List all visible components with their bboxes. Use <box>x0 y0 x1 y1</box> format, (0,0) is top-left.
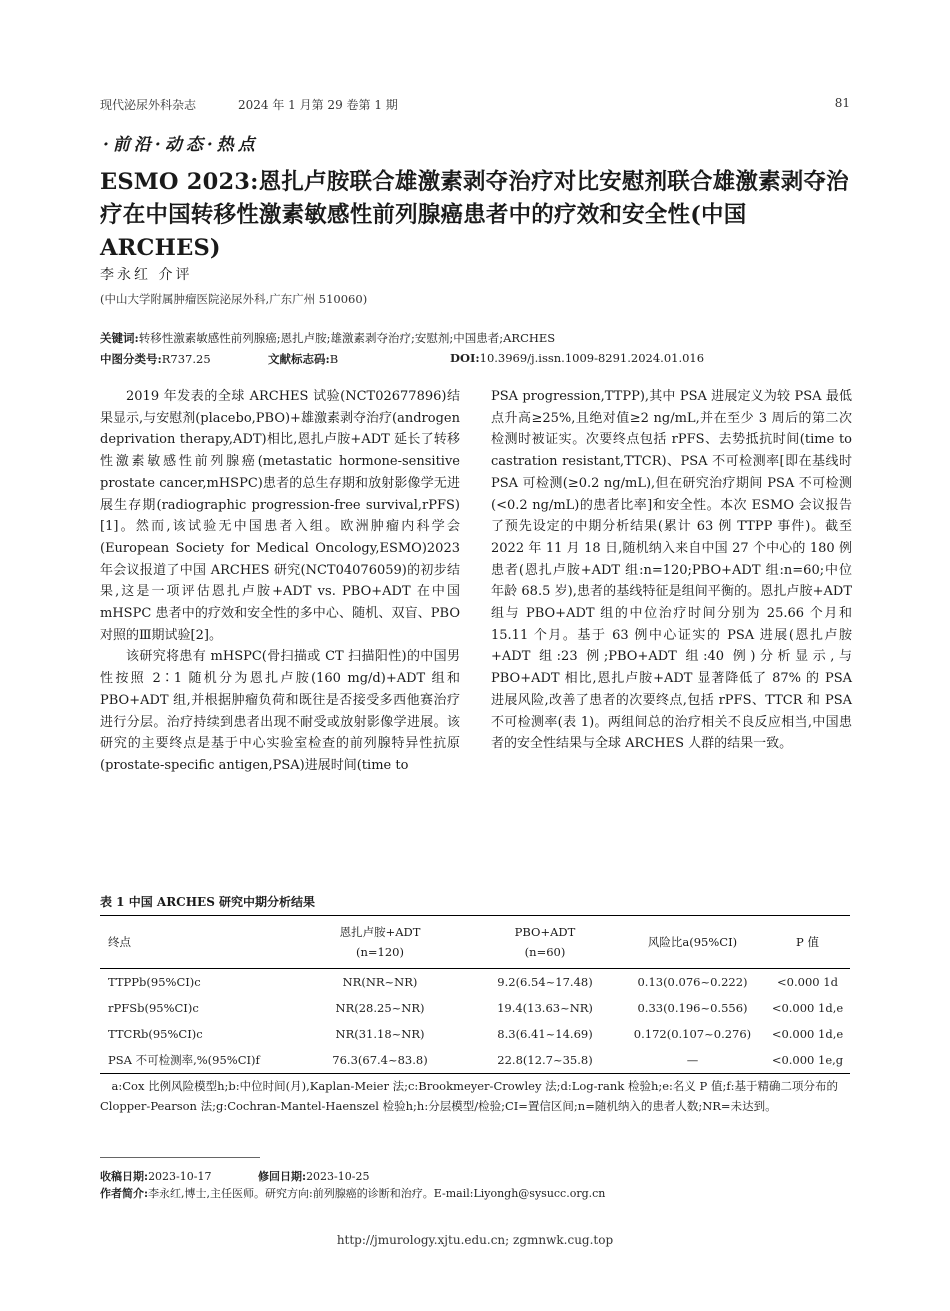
table-cell: — <box>686 1053 699 1067</box>
page-number: 81 <box>834 96 850 110</box>
keywords-label: 关键词: <box>100 331 139 345</box>
clc-label: 中图分类号: <box>100 352 162 366</box>
author-bio-label: 作者简介: <box>100 1187 149 1200</box>
body-paragraph: 该研究将患有 mHSPC(骨扫描或 CT 扫描阳性)的中国男性按照 2∶1 随机分为恩扎卢胺(160 mg/d)+ADT 组和 PBO+ADT 组,并根据肿瘤负荷和既往是否接受多西他赛治疗进行分层。治疗持续到患者出现不耐受或放射影像学进展。该研究的主要终点是基于中心实验室检查的前列腺特异性抗原(prostate-specific antigen,PSA)进展时间(time to <box>100 649 460 773</box>
table-cell: 0.13(0.076~0.222) <box>637 975 748 989</box>
table-cell: <0.000 1d <box>777 975 838 989</box>
author-bio <box>100 1185 605 1201</box>
table-cell: rPFSb(95%CI)c <box>108 1001 199 1015</box>
results-table <box>100 915 850 1074</box>
table-caption: 表 1 中国 ARCHES 研究中期分析结果 <box>100 895 316 909</box>
table-row <box>100 995 850 1021</box>
affiliation: (中山大学附属肿瘤医院泌尿外科,广东广州 510060) <box>100 292 368 306</box>
revised-date: 2023-10-25 <box>306 1170 370 1183</box>
author-bio-text: 李永红,博士,主任医师。研究方向:前列腺癌的诊断和治疗。E-mail:Liyongh@sysucc.org.cn <box>148 1187 606 1200</box>
table-cell: 19.4(13.63~NR) <box>497 1001 593 1015</box>
table-header-cell: 风险比a(95%CI) <box>647 935 738 949</box>
doc-code-value: B <box>329 352 339 366</box>
table-cell: TTPPb(95%CI)c <box>108 975 201 989</box>
table-note-text: a:Cox 比例风险模型h;b:中位时间(月),Kaplan-Meier 法;c:Brookmeyer-Crowley 法;d:Log-rank 检验h;e:名义 P 值;f:基于精确二项分布的 Clopper-Pearson 法;g:Cochran-Mantel-Haenszel 检验h;h:分层模型/检验;CI=置信区间;n=随机纳入的患者人数;NR=未达到。 <box>100 1079 838 1113</box>
table-header-cell: P 值 <box>796 935 819 949</box>
doc-code-label: 文献标志码: <box>268 352 330 366</box>
body-left-column <box>100 386 460 777</box>
clc-value: R737.25 <box>161 352 211 366</box>
table-row <box>100 1047 850 1074</box>
table-cell: 0.172(0.107~0.276) <box>633 1027 752 1041</box>
body-paragraph: PSA progression,TTPP),其中 PSA 进展定义为较 PSA 最低点升高≥25%,且绝对值≥2 ng/mL,并在至少 3 周后的第二次检测时被证实。次要终点包括 rPFS、去势抵抗时间(time to castration resistant,TTCR)、PSA 不可检测率[即在基线时 PSA 可检测(≥0.2 ng/mL),但在研究治疗期间 PSA 不可检测(<0.2 ng/mL)的患者比率]和安全性。本次 ESMO 会议报告了预先设定的中期分析结果(累计 63 例 TTPP 事件)。截至 2022 年 11 月 18 日,随机纳入来自中国 27 个中心的 180 例患者(恩扎卢胺+ADT 组:n=120;PBO+ADT 组:n=60;中位年龄 68.5 岁),患者的基线特征是组间平衡的。恩扎卢胺+ADT 组与 PBO+ADT 组的中位治疗时间分别为 25.66 个月和 15.11 个月。基于 63 例中心证实的 PSA 进展(恩扎卢胺+ADT 组:23 例;PBO+ADT 组:40 例)分析显示,与 PBO+ADT 相比,恩扎卢胺+ADT 显著降低了 87% 的 PSA 进展风险,改善了患者的次要终点,包括 rPFS、TTCR 和 PSA 不可检测率(表 1)。两组间总的治疗相关不良反应相当,中国患者的安全性结果与全球 ARCHES 人群的结果一致。 <box>491 389 852 752</box>
table-header-cell: 恩扎卢胺+ADT (n=120) <box>339 925 421 959</box>
table-footnote <box>100 1076 852 1116</box>
keywords <box>100 330 555 346</box>
section-tag: ·前沿·动态·热点 <box>103 135 259 155</box>
doi-value: 10.3969/j.issn.1009-8291.2024.01.016 <box>479 351 705 365</box>
article-title: ESMO 2023:恩扎卢胺联合雄激素剥夺治疗对比安慰剂联合雄激素剥夺治疗在中国转移性激素敏感性前列腺癌患者中的疗效和安全性(中国ARCHES) <box>100 169 849 261</box>
received-label: 收稿日期: <box>100 1170 149 1183</box>
received-date: 2023-10-17 <box>148 1170 212 1183</box>
issue-info: 2024 年 1 月第 29 卷第 1 期 <box>238 98 398 112</box>
table-header-cell: 终点 <box>108 935 131 949</box>
author-line: 李永红 介评 <box>100 267 193 283</box>
table-cell: NR(31.18~NR) <box>335 1027 425 1041</box>
table-cell: NR(NR~NR) <box>342 975 418 989</box>
table-row <box>100 969 850 996</box>
table-cell: 22.8(12.7~35.8) <box>497 1053 593 1067</box>
revised-label: 修回日期: <box>258 1170 307 1183</box>
table-cell: 0.33(0.196~0.556) <box>637 1001 748 1015</box>
table-header-row <box>100 916 850 969</box>
table-cell: 76.3(67.4~83.8) <box>332 1053 428 1067</box>
table-row <box>100 1021 850 1047</box>
table-cell: 9.2(6.54~17.48) <box>497 975 593 989</box>
footer-url: http://jmurology.xjtu.edu.cn; zgmnwk.cug.top <box>336 1233 614 1247</box>
footnote-divider <box>100 1157 260 1158</box>
table-cell: <0.000 1d,e <box>771 1027 844 1041</box>
table-cell: 8.3(6.41~14.69) <box>497 1027 593 1041</box>
table-cell: PSA 不可检测率,%(95%CI)f <box>108 1053 260 1067</box>
table-cell: NR(28.25~NR) <box>335 1001 425 1015</box>
table-cell: TTCRb(95%CI)c <box>108 1027 203 1041</box>
doi-label: DOI: <box>450 351 480 365</box>
table-cell: <0.000 1d,e <box>771 1001 844 1015</box>
table-cell: <0.000 1e,g <box>771 1053 844 1067</box>
journal-name: 现代泌尿外科杂志 <box>100 98 197 112</box>
table-header-cell: PBO+ADT (n=60) <box>514 925 576 959</box>
keywords-value: 转移性激素敏感性前列腺癌;恩扎卢胺;雄激素剥夺治疗;安慰剂;中国患者;ARCHES <box>138 331 556 345</box>
body-paragraph: 2019 年发表的全球 ARCHES 试验(NCT02677896)结果显示,与安慰剂(placebo,PBO)+雄激素剥夺治疗(androgen deprivation therapy,ADT)相比,恩扎卢胺+ADT 延长了转移性激素敏感性前列腺癌(metastatic hormone-sensitive prostate cancer,mHSPC)患者的总生存期和放射影像学无进展生存期(radiographic progression-free survival,rPFS)[1]。然而,该试验无中国患者入组。欧洲肿瘤内科学会(European Society for Medical Oncology,ESMO)2023 年会议报道了中国 ARCHES 研究(NCT04076059)的初步结果,这是一项评估恩扎卢胺+ADT vs. PBO+ADT 在中国 mHSPC 患者中的疗效和安全性的多中心、随机、双盲、PBO 对照的Ⅲ期试验[2]。 <box>100 389 460 643</box>
body-right-column <box>491 386 852 755</box>
